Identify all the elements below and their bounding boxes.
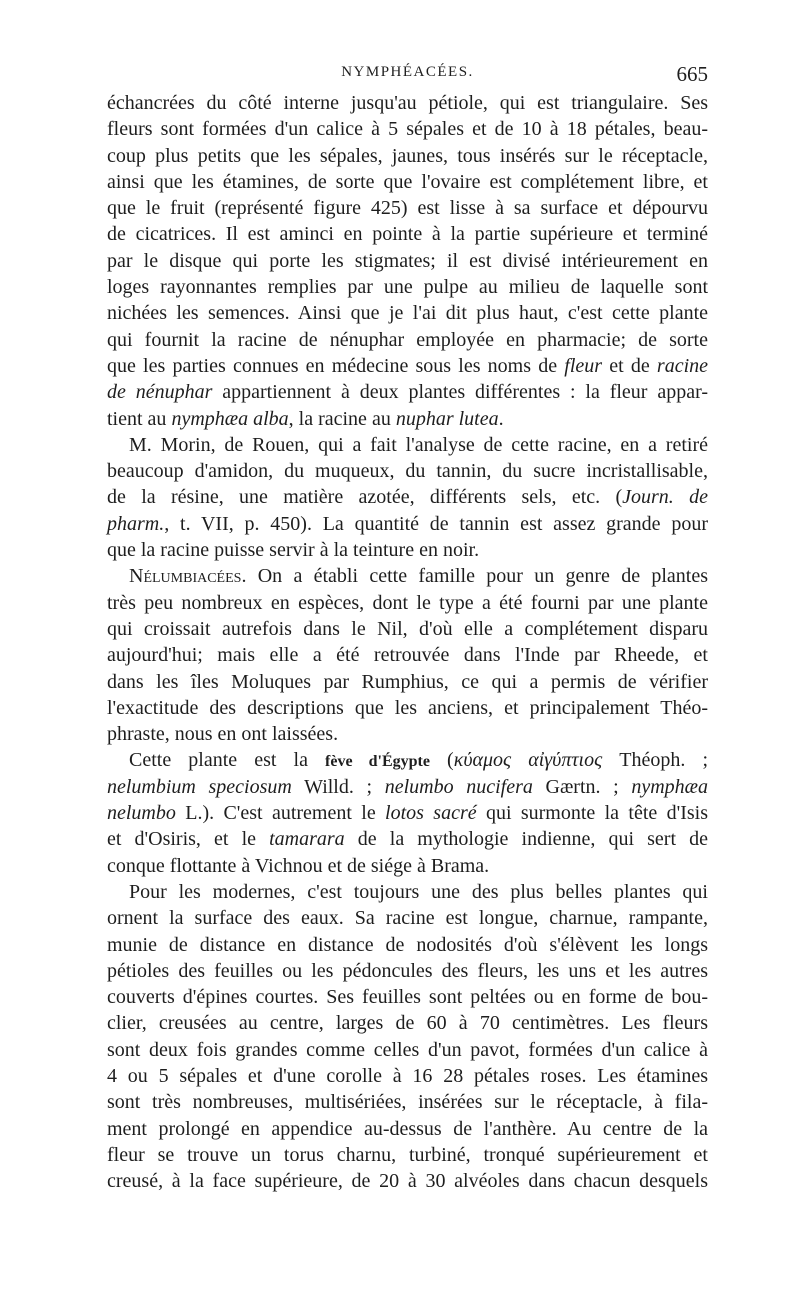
text-line bbox=[107, 143, 708, 169]
text-line bbox=[107, 1037, 708, 1063]
text-segment: sont deux fois grandes comme celles d'un pavot, formées d'un calice à bbox=[107, 1038, 708, 1061]
text-segment: Théoph. ; bbox=[602, 749, 708, 772]
text-segment: creusé, à la face supérieure, de 20 à 30 alvéoles dans chacun desquels bbox=[107, 1170, 708, 1193]
text-segment: beaucoup d'amidon, du muqueux, du tannin, du sucre incristallisable, bbox=[107, 460, 708, 483]
text-segment: Cette plante est la bbox=[129, 749, 326, 772]
text-segment: que la racine puisse servir à la teinture en noir. bbox=[107, 539, 480, 562]
text-segment: qui croissait autrefois dans le Nil, d'où elle a complétement disparu bbox=[107, 617, 708, 640]
text-line bbox=[107, 590, 708, 616]
text-line bbox=[107, 406, 708, 432]
text-line bbox=[107, 774, 708, 800]
text-segment: nymphæa bbox=[631, 775, 709, 798]
text-segment: fleur bbox=[564, 354, 603, 377]
text-segment: L.). C'est autrement le bbox=[175, 802, 386, 825]
text-line bbox=[107, 221, 708, 247]
page-header bbox=[107, 62, 708, 86]
text-line bbox=[107, 721, 708, 747]
text-segment: clier, creusées au centre, larges de 60 à 70 centimètres. Les fleurs bbox=[107, 1012, 708, 1035]
text-line bbox=[107, 379, 708, 405]
text-line bbox=[107, 274, 708, 300]
page-number: 665 bbox=[676, 62, 708, 86]
text-segment: sont très nombreuses, multisériées, insérées sur le réceptacle, à fila- bbox=[107, 1091, 708, 1114]
text-segment: nelumbium speciosum bbox=[107, 775, 292, 798]
text-segment: fève d'Égypte bbox=[325, 753, 430, 771]
text-segment: loges rayonnantes remplies par une pulpe au milieu de laquelle sont bbox=[107, 276, 708, 299]
text-segment: de la résine, une matière azotée, différents sels, etc. ( bbox=[107, 486, 623, 509]
text-segment: . bbox=[498, 407, 504, 430]
text-segment: coup plus petits que les sépales, jaunes, tous insérés sur le réceptacle, bbox=[107, 144, 708, 167]
text-line bbox=[107, 800, 708, 826]
text-line bbox=[107, 826, 708, 852]
text-line bbox=[107, 300, 708, 326]
text-segment: Pour les modernes, c'est toujours une des plus belles plantes qui bbox=[129, 880, 708, 903]
text-line bbox=[107, 169, 708, 195]
text-segment: couverts d'épines courtes. Ses feuilles sont peltées ou en forme de bou- bbox=[107, 986, 708, 1009]
text-segment: nelumbo bbox=[107, 802, 176, 825]
text-segment: conque flottante à Vichnou et de siége à Brama. bbox=[107, 854, 490, 877]
text-segment: que le fruit (représenté figure 425) est lisse à sa surface et dépourvu bbox=[107, 197, 708, 220]
text-segment: fleurs sont formées d'un calice à 5 sépales et de 10 à 18 pétales, beau- bbox=[107, 118, 708, 141]
text-segment: et de bbox=[602, 354, 657, 377]
text-segment: On a établi cette famille pour un genre de plantes bbox=[246, 565, 708, 588]
text-segment: fleur se trouve un torus charnu, turbiné, tronqué supérieurement et bbox=[107, 1143, 708, 1166]
text-line bbox=[107, 905, 708, 931]
text-segment: nelumbo nucifera bbox=[384, 775, 533, 798]
text-line bbox=[107, 984, 708, 1010]
text-line bbox=[107, 90, 708, 116]
text-segment: Nélumbiacées. bbox=[129, 565, 247, 588]
text-segment: par le disque qui porte les stigmates; il est divisé intérieurement en bbox=[107, 249, 708, 272]
text-line bbox=[107, 1063, 708, 1089]
text-line bbox=[107, 327, 708, 353]
text-segment: appartiennent à deux plantes différentes : la fleur appar- bbox=[212, 381, 708, 404]
text-segment: qui fournit la racine de nénuphar employée en pharmacie; de sorte bbox=[107, 328, 708, 351]
text-segment: ainsi que les étamines, de sorte que l'ovaire est complétement libre, et bbox=[107, 170, 708, 193]
text-segment: Gærtn. ; bbox=[532, 775, 632, 798]
text-line bbox=[107, 958, 708, 984]
text-segment: nuphar lutea bbox=[395, 407, 499, 430]
text-segment: ( bbox=[429, 749, 454, 772]
text-line bbox=[107, 1116, 708, 1142]
text-line bbox=[107, 1142, 708, 1168]
text-segment: Willd. ; bbox=[291, 775, 385, 798]
text-segment: tient au bbox=[107, 407, 172, 430]
text-line bbox=[107, 116, 708, 142]
text-segment: munie de distance en distance de nodosités d'où s'élèvent les longs bbox=[107, 933, 708, 956]
text-line bbox=[107, 195, 708, 221]
text-line bbox=[107, 484, 708, 510]
running-title: NYMPHÉACÉES. bbox=[341, 64, 474, 80]
text-line bbox=[107, 642, 708, 668]
text-segment: de nénuphar bbox=[107, 381, 213, 404]
text-line bbox=[107, 1010, 708, 1036]
text-segment: de cicatrices. Il est aminci en pointe à la partie supérieure et terminé bbox=[107, 223, 708, 246]
text-segment: de la mythologie indienne, qui sert de bbox=[344, 828, 709, 851]
text-segment: , t. VII, p. 450). La quantité de tannin est assez grande pour bbox=[164, 512, 708, 535]
text-segment: que les parties connues en médecine sous les noms de bbox=[107, 354, 565, 377]
text-line bbox=[107, 563, 708, 589]
text-segment: nymphæa alba bbox=[171, 407, 289, 430]
text-segment: 4 ou 5 sépales et d'une corolle à 16 28 pétales roses. Les étamines bbox=[107, 1064, 708, 1087]
text-segment: lotos sacré bbox=[385, 802, 477, 825]
text-segment: dans les îles Moluques par Rumphius, ce qui a permis de vérifier bbox=[107, 670, 708, 693]
text-line bbox=[107, 1168, 708, 1194]
text-segment: ment prolongé en appendice au-dessus de l'anthère. Au centre de la bbox=[107, 1117, 708, 1140]
text-line bbox=[107, 248, 708, 274]
text-segment: pharm. bbox=[107, 512, 165, 535]
text-segment: aujourd'hui; mais elle a été retrouvée dans l'Inde par Rheede, et bbox=[107, 644, 708, 667]
text-segment: , la racine au bbox=[288, 407, 396, 430]
text-segment: M. Morin, de Rouen, qui a fait l'analyse de cette racine, en a retiré bbox=[129, 433, 708, 456]
text-segment: très peu nombreux en espèces, dont le type a été fourni par une plante bbox=[107, 591, 708, 614]
text-segment: tamarara bbox=[269, 828, 345, 851]
text-line bbox=[107, 669, 708, 695]
text-line bbox=[107, 353, 708, 379]
text-segment: échancrées du côté interne jusqu'au pétiole, qui est triangulaire. Ses bbox=[107, 92, 708, 114]
text-line bbox=[107, 432, 708, 458]
text-segment: et d'Osiris, et le bbox=[107, 828, 270, 851]
text-line bbox=[107, 1089, 708, 1115]
text-line bbox=[107, 616, 708, 642]
text-segment: κύαμος αἰγύπτιος bbox=[453, 749, 603, 772]
body-text bbox=[107, 90, 708, 1194]
text-segment: nichées les semences. Ainsi que je l'ai dit plus haut, c'est cette plante bbox=[107, 302, 708, 325]
text-line bbox=[107, 511, 708, 537]
text-segment: racine bbox=[656, 354, 708, 377]
text-line bbox=[107, 747, 708, 773]
text-line bbox=[107, 932, 708, 958]
text-segment: Journ. de bbox=[622, 486, 708, 509]
text-segment: pétioles des feuilles ou les pédoncules des fleurs, les uns et les autres bbox=[107, 959, 708, 982]
text-line bbox=[107, 853, 708, 879]
text-segment: l'exactitude des descriptions que les anciens, et principalement Théo- bbox=[107, 696, 708, 719]
text-segment: phraste, nous en ont laissées. bbox=[107, 723, 339, 746]
text-line bbox=[107, 458, 708, 484]
text-line bbox=[107, 537, 708, 563]
text-segment: ornent la surface des eaux. Sa racine est longue, charnue, rampante, bbox=[107, 907, 708, 930]
text-line bbox=[107, 879, 708, 905]
text-segment: qui surmonte la tête d'Isis bbox=[476, 802, 708, 825]
text-line bbox=[107, 695, 708, 721]
